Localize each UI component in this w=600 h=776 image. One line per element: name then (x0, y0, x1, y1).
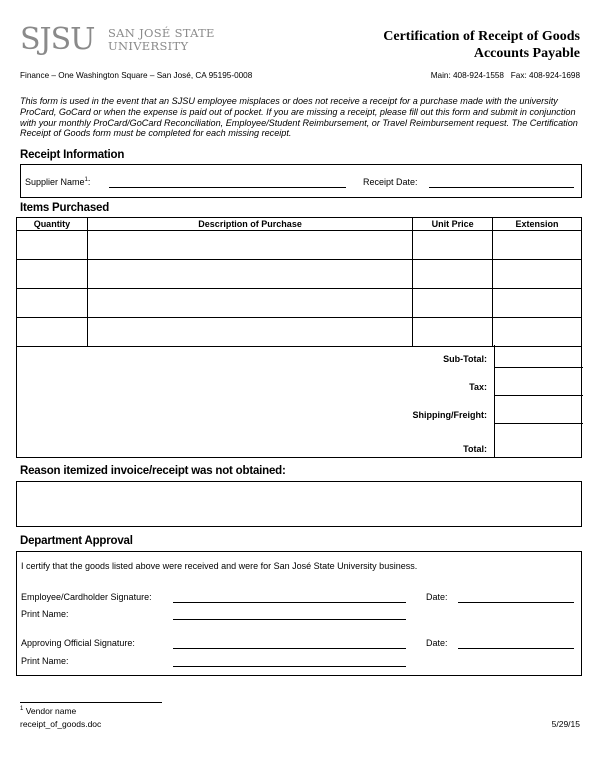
extension-cell[interactable] (493, 260, 582, 289)
total-label: Total: (463, 444, 487, 454)
quantity-cell[interactable] (17, 318, 88, 347)
receipt-info-heading: Receipt Information (20, 149, 125, 161)
footnote (20, 706, 76, 716)
employee-print-name-field[interactable] (173, 619, 406, 620)
finance-address: Finance – One Washington Square – San José, CA 95195-0008 (20, 71, 253, 80)
column-header: Quantity (17, 218, 88, 231)
contact-numbers: Main: 408-924-1558 Fax: 408-924-1698 (430, 71, 580, 80)
column-header: Unit Price (413, 218, 493, 231)
form-title-line1: Certification of Receipt of Goods (383, 29, 580, 44)
table-row (17, 260, 582, 289)
employee-print-name-label: Print Name: (21, 609, 69, 619)
university-line2: UNIVERSITY (108, 39, 189, 53)
description-cell[interactable] (87, 318, 412, 347)
official-signature-label: Approving Official Signature: (21, 638, 135, 648)
certify-text: I certify that the goods listed above were received and were for San José State University business. (21, 561, 418, 571)
official-date-field[interactable] (458, 648, 574, 649)
unit-price-cell[interactable] (413, 260, 493, 289)
totals-box (16, 345, 582, 458)
tax-field[interactable] (495, 368, 583, 395)
extension-cell[interactable] (493, 289, 582, 318)
reason-heading: Reason itemized invoice/receipt was not obtained: (20, 465, 286, 477)
footnote-text: Vendor name (23, 706, 77, 716)
table-row (17, 318, 582, 347)
reason-field[interactable] (16, 481, 582, 527)
university-line1: SAN JOSÉ STATE (108, 26, 215, 40)
supplier-name-label: Supplier Name$^1$: (25, 177, 91, 187)
employee-date-field[interactable] (458, 602, 574, 603)
items-heading: Items Purchased (20, 202, 110, 214)
description-cell[interactable] (87, 260, 412, 289)
table-row (17, 231, 582, 260)
unit-price-cell[interactable] (413, 231, 493, 260)
official-signature-field[interactable] (173, 648, 406, 649)
items-table (16, 217, 582, 347)
extension-cell[interactable] (493, 318, 582, 347)
approval-heading: Department Approval (20, 535, 133, 547)
university-name (108, 27, 215, 53)
employee-date-label: Date: (426, 592, 448, 602)
file-name: receipt_of_goods.doc (20, 719, 102, 729)
receipt-info-box (20, 164, 582, 198)
unit-price-cell[interactable] (413, 289, 493, 318)
receipt-date-label: Receipt Date: (363, 177, 418, 187)
unit-price-cell[interactable] (413, 318, 493, 347)
employee-signature-label: Employee/Cardholder Signature: (21, 592, 152, 602)
official-print-name-label: Print Name: (21, 656, 69, 666)
intro-text: This form is used in the event that an SJSU employee misplaces or does not receive a receipt for a purchase made with the university ProCard, GoCard or when the expense is paid out of pocket. If you are missing a receipt, please fill out this form and submit in conjunction with your monthly ProCard/GoCard Reconciliation, Employee/Student Reimbursement, or Travel Reimbursement request. The Certification Receipt of Goods form must be completed for each missing receipt. (20, 96, 578, 139)
column-header: Description of Purchase (87, 218, 412, 231)
extension-cell[interactable] (493, 231, 582, 260)
approval-box (16, 551, 582, 676)
description-cell[interactable] (87, 231, 412, 260)
official-date-label: Date: (426, 638, 448, 648)
quantity-cell[interactable] (17, 231, 88, 260)
table-row (17, 289, 582, 318)
subtotal-label: Sub-Total: (443, 354, 487, 364)
footnote-divider (20, 702, 162, 703)
footnote-number: 1 (20, 706, 24, 713)
subtotal-field[interactable] (495, 345, 583, 367)
quantity-cell[interactable] (17, 260, 88, 289)
quantity-cell[interactable] (17, 289, 88, 318)
description-cell[interactable] (87, 289, 412, 318)
tax-label: Tax: (469, 382, 487, 392)
revision-date: 5/29/15 (551, 719, 580, 729)
form-title-line2: Accounts Payable (473, 46, 580, 61)
shipping-label: Shipping/Freight: (412, 410, 487, 420)
sjsu-logo: SJSU (20, 22, 95, 57)
official-print-name-field[interactable] (173, 666, 406, 667)
shipping-field[interactable] (495, 396, 583, 423)
column-header: Extension (493, 218, 582, 231)
total-field[interactable] (495, 424, 583, 457)
supplier-name-field[interactable] (109, 187, 346, 188)
receipt-date-field[interactable] (429, 187, 574, 188)
employee-signature-field[interactable] (173, 602, 406, 603)
form-title (383, 28, 580, 62)
